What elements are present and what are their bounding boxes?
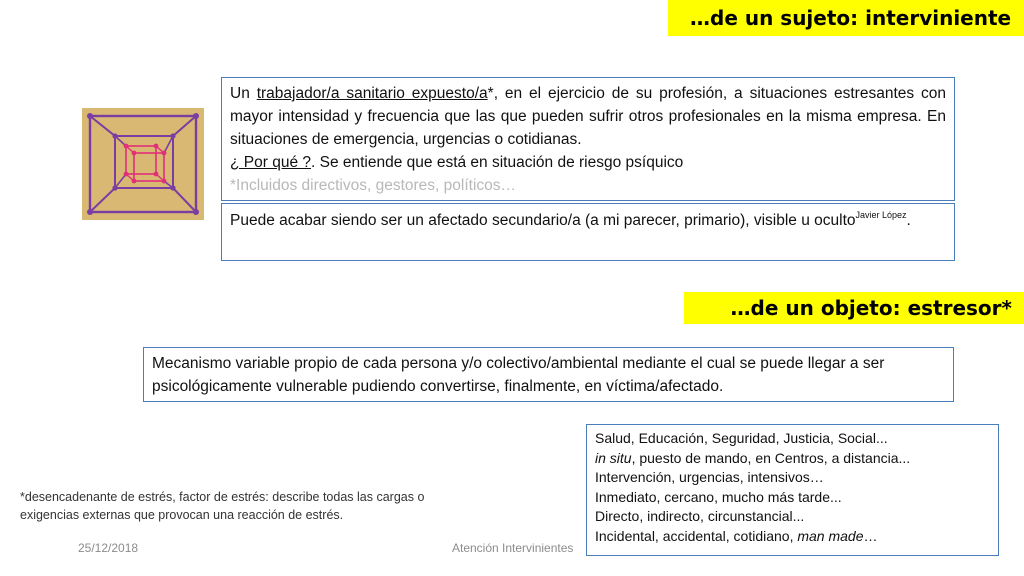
definition-faded-note: *Incluidos directivos, gestores, políticos… — [230, 177, 517, 194]
mechanism-text: Mecanismo variable propio de cada persona y/o colectivo/ambiental mediante el cual se puede llegar a ser psicológicamente vulnerable pudiendo convertirse, finalmente, en víctima/afectado. — [152, 355, 885, 395]
definition-question: ¿ Por qué ? — [230, 154, 311, 171]
list-item: Inmediato, cercano, mucho más tarde... — [595, 488, 842, 505]
list-item: Salud, Educación, Seguridad, Justicia, Social... — [595, 430, 888, 446]
definition-underlined-term: trabajador/a sanitario expuesto/a — [256, 85, 488, 102]
affected-text: Puede acabar siendo ser un afectado secundario/a (a mi parecer, primario), visible u oculto — [230, 212, 856, 229]
stressor-list-box — [586, 424, 999, 556]
footer-title: Atención Intervinientes — [452, 541, 574, 555]
list-item — [595, 527, 990, 547]
definition-body: *, en el ejercicio de su profesión, a situaciones estresantes con mayor intensidad y frecuencia que las que pueden sufrir otros profesionales en la misma empresa. En situaciones de emergencia, urgencias o cotidianas. — [230, 85, 947, 148]
banner-subject-title — [668, 0, 1024, 36]
tesseract-icon — [82, 108, 204, 220]
definition-intro: Un — [230, 85, 257, 102]
list-item: Intervención, urgencias, intensivos… — [595, 469, 824, 486]
list-item-italic: in situ — [595, 449, 632, 466]
list-item-post: … — [863, 527, 878, 544]
list-item: Directo, indirecto, circunstancial... — [595, 508, 805, 525]
definition-text-box — [221, 77, 955, 201]
affected-text-box — [221, 203, 955, 261]
list-item-rest: , puesto de mando, en Centros, a distancia... — [631, 449, 911, 466]
list-item — [595, 449, 990, 469]
footer-date: 25/12/2018 — [78, 541, 139, 555]
definition-question-rest: . Se entiende que está en situación de riesgo psíquico — [311, 154, 684, 171]
mechanism-text-box — [143, 347, 954, 402]
banner-object-text: …de un objeto: estresor* — [730, 296, 1012, 320]
list-item-italic: man made — [797, 527, 864, 544]
list-item-pre: Incidental, accidental, cotidiano, — [595, 527, 798, 544]
affected-text-end: . — [906, 212, 911, 229]
footnote: *desencadenante de estrés, factor de estrés: describe todas las cargas o exigencias externas que provocan una reacción de estrés. — [20, 490, 425, 522]
banner-object-title — [684, 292, 1024, 324]
banner-subject-text: …de un sujeto: interviniente — [690, 6, 1012, 30]
affected-author-superscript: Javier López — [855, 210, 907, 220]
